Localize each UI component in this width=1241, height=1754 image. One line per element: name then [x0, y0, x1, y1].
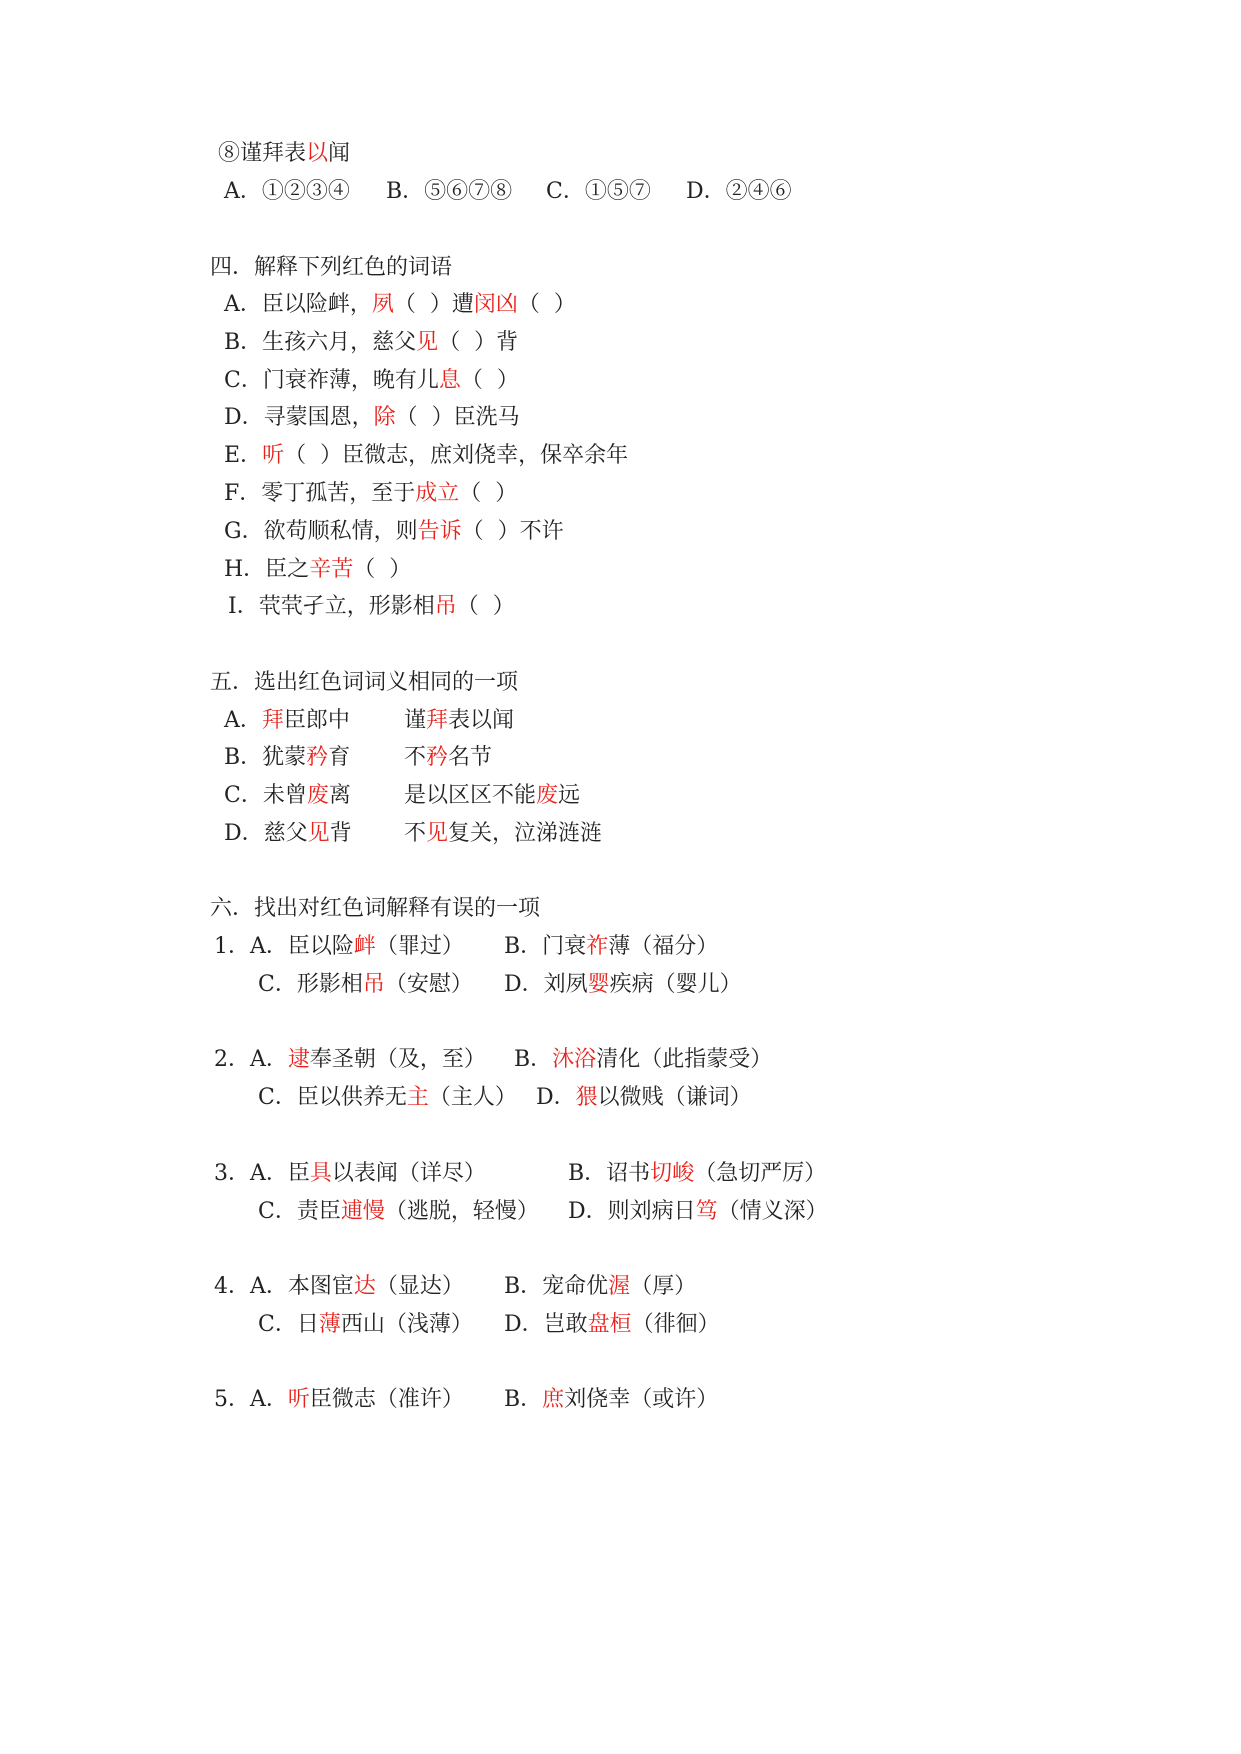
section-5-option-left [224, 781, 351, 811]
text-segment: 远 [558, 783, 581, 808]
text-segment: （ ） [456, 594, 515, 619]
highlighted-word: 息 [438, 368, 461, 393]
q3-option-b [568, 1159, 826, 1189]
text-segment: （ ） [459, 481, 518, 506]
text-segment: 清化（此指蒙受） [596, 1047, 773, 1072]
highlighted-word: 拜 [261, 708, 284, 733]
section-4-item [224, 555, 411, 585]
text-segment: A．臣以险衅， [224, 292, 372, 317]
highlighted-word: 闵凶 [473, 292, 518, 317]
text-segment: 不 [404, 821, 427, 846]
text-segment: C．臣以供养无 [258, 1085, 407, 1110]
section-5-option-left [224, 706, 350, 736]
text-segment: 闻 [328, 141, 351, 166]
text-segment: E． [224, 443, 263, 468]
text-segment: （ ）遭 [393, 292, 474, 317]
text-segment: C．日 [258, 1312, 319, 1337]
text-segment: D．则刘病日 [568, 1199, 696, 1224]
section-6-title: 六．找出对红色词解释有误的一项 [210, 896, 541, 921]
text-segment: （罪过） [375, 934, 464, 959]
highlighted-word: 除 [373, 405, 396, 430]
text-segment: 臣微志（准许） [309, 1387, 464, 1412]
text-segment: （逃脱，轻慢） [384, 1199, 539, 1224]
answer-option-a [224, 177, 350, 207]
q2-option-b [514, 1045, 772, 1075]
q3-option-d [568, 1197, 828, 1227]
highlighted-word: 猥 [575, 1085, 598, 1110]
highlighted-word: 祚 [586, 934, 609, 959]
q4-option-b [504, 1272, 696, 1302]
section-5-option-right [404, 706, 514, 736]
text-segment: 1．A．臣以险 [214, 934, 354, 959]
text-segment: （ ） [353, 557, 412, 582]
highlighted-word: 达 [353, 1274, 376, 1299]
text-segment: D．岂敢 [504, 1312, 588, 1337]
section-4-item [224, 366, 519, 396]
text-segment: C．形影相 [258, 972, 363, 997]
highlighted-word: 告诉 [417, 519, 462, 544]
text-segment: 不 [404, 745, 427, 770]
text-segment: 3．A．臣 [214, 1161, 310, 1186]
text-segment: （厚） [630, 1274, 697, 1299]
highlighted-word: 听 [287, 1387, 310, 1412]
text-segment: 4．A．本图宦 [214, 1274, 354, 1299]
section-4-item [224, 441, 628, 471]
text-segment: C．①⑤⑦ [546, 179, 651, 204]
section-4-title: 四．解释下列红色的词语 [210, 255, 453, 280]
text-segment: 刘侥幸（或许） [564, 1387, 719, 1412]
highlighted-word: 盘桓 [587, 1312, 632, 1337]
q1-option-b [504, 932, 718, 962]
text-segment: B．生孩六月，慈父 [224, 330, 417, 355]
question-item-8 [218, 139, 350, 169]
text-segment: 育 [328, 745, 351, 770]
highlighted-word: 薄 [318, 1312, 341, 1337]
section-5-option-right [404, 743, 492, 773]
text-segment: （ ） [517, 292, 576, 317]
highlighted-word: 逋慢 [340, 1199, 385, 1224]
text-segment: 西山（浅薄） [340, 1312, 473, 1337]
text-segment: B． [504, 1387, 543, 1412]
section-4-item [228, 592, 515, 622]
q3-option-a [214, 1159, 486, 1189]
highlighted-word: 具 [309, 1161, 332, 1186]
q2-option-d [536, 1083, 752, 1113]
highlighted-word: 切峻 [650, 1161, 695, 1186]
text-segment: 谨 [404, 708, 427, 733]
highlighted-word: 笃 [695, 1199, 718, 1224]
text-segment: （急切严厉） [694, 1161, 827, 1186]
text-segment: C．责臣 [258, 1199, 341, 1224]
answer-option-b [386, 177, 512, 207]
text-segment: 名节 [448, 745, 493, 770]
highlighted-word: 吊 [362, 972, 385, 997]
highlighted-word: 逮 [287, 1047, 310, 1072]
text-segment: 背 [329, 821, 352, 846]
text-segment: G．欲苟顺私情，则 [224, 519, 418, 544]
highlighted-word: 庶 [542, 1387, 565, 1412]
text-segment: D．慈父 [224, 821, 308, 846]
q1-option-c [258, 970, 473, 1000]
text-segment: 奉圣朝（及，至） [309, 1047, 486, 1072]
highlighted-word: 成立 [415, 481, 460, 506]
text-segment: （安慰） [384, 972, 473, 997]
highlighted-word: 辛苦 [309, 557, 354, 582]
text-segment: （徘徊） [631, 1312, 720, 1337]
text-segment: 5．A． [214, 1387, 288, 1412]
section-4-item [224, 517, 564, 547]
text-segment: D． [536, 1085, 576, 1110]
text-segment: 以微贱（谦词） [597, 1085, 752, 1110]
text-segment: 疾病（婴儿） [609, 972, 742, 997]
text-segment: B．诏书 [568, 1161, 651, 1186]
q3-option-c [258, 1197, 539, 1227]
highlighted-word: 衅 [353, 934, 376, 959]
text-segment: 是以区区不能 [404, 783, 537, 808]
section-5-option-left [224, 743, 350, 773]
text-segment: （主人） [428, 1085, 517, 1110]
highlighted-word: 渥 [608, 1274, 631, 1299]
section-5-option-right [404, 819, 602, 849]
text-segment: A．①②③④ [224, 179, 350, 204]
highlighted-word: 矜 [426, 745, 449, 770]
q5-option-a [214, 1385, 464, 1415]
text-segment: 离 [328, 783, 351, 808]
answer-option-c [546, 177, 651, 207]
highlighted-word: 主 [406, 1085, 429, 1110]
text-segment: （显达） [375, 1274, 464, 1299]
highlighted-word: 听 [262, 443, 285, 468]
text-segment: D．②④⑥ [686, 179, 792, 204]
highlighted-word: 废 [536, 783, 559, 808]
section-4-item [224, 403, 520, 433]
highlighted-word: 夙 [371, 292, 394, 317]
text-segment: B．门衰 [504, 934, 587, 959]
text-segment: 复关，泣涕涟涟 [448, 821, 603, 846]
section-4-item [224, 479, 517, 509]
highlighted-word: 以 [306, 141, 329, 166]
highlighted-word: 废 [306, 783, 329, 808]
text-segment: （ ）臣洗马 [395, 405, 520, 430]
text-segment: ⑧谨拜表 [218, 141, 307, 166]
highlighted-word: 拜 [426, 708, 449, 733]
highlighted-word: 见 [416, 330, 439, 355]
text-segment: （ ）背 [438, 330, 519, 355]
text-segment: （ ） [460, 368, 519, 393]
text-segment: B．⑤⑥⑦⑧ [386, 179, 513, 204]
text-segment: I．茕茕孑立，形影相 [228, 594, 435, 619]
answer-option-d [686, 177, 792, 207]
text-segment: F．零丁孤苦，至于 [224, 481, 416, 506]
text-segment: （ ）臣微志，庶刘侥幸，保卒余年 [284, 443, 629, 468]
text-segment: 表以闻 [448, 708, 515, 733]
q2-option-a [214, 1045, 486, 1075]
text-segment: C．门衰祚薄，晚有儿 [224, 368, 439, 393]
q4-option-a [214, 1272, 464, 1302]
q1-option-d [504, 970, 742, 1000]
q2-option-c [258, 1083, 517, 1113]
highlighted-word: 婴 [587, 972, 610, 997]
text-segment: B．宠命优 [504, 1274, 609, 1299]
text-segment: 2．A． [214, 1047, 288, 1072]
highlighted-word: 吊 [434, 594, 457, 619]
section-5-option-left [224, 819, 352, 849]
text-segment: 以表闻（详尽） [331, 1161, 486, 1186]
section-4-item [224, 290, 576, 320]
highlighted-word: 矜 [306, 745, 329, 770]
highlighted-word: 见 [426, 821, 449, 846]
text-segment: 臣郎中 [283, 708, 350, 733]
q4-option-c [258, 1310, 473, 1340]
text-segment: 薄（福分） [608, 934, 719, 959]
text-segment: （ ）不许 [461, 519, 564, 544]
text-segment: （情义深） [717, 1199, 828, 1224]
text-segment: C．未曾 [224, 783, 307, 808]
q5-option-b [504, 1385, 718, 1415]
section-5-title: 五．选出红色词词义相同的一项 [210, 670, 519, 695]
text-segment: A． [224, 708, 262, 733]
highlighted-word: 沐浴 [552, 1047, 597, 1072]
text-segment: H．臣之 [224, 557, 310, 582]
text-segment: B．犹蒙 [224, 745, 307, 770]
text-segment: B． [514, 1047, 553, 1072]
text-segment: D．刘夙 [504, 972, 588, 997]
section-4-item [224, 328, 518, 358]
section-5-option-right [404, 781, 580, 811]
text-segment: D．寻蒙国恩， [224, 405, 374, 430]
q4-option-d [504, 1310, 720, 1340]
q1-option-a [214, 932, 464, 962]
highlighted-word: 见 [307, 821, 330, 846]
